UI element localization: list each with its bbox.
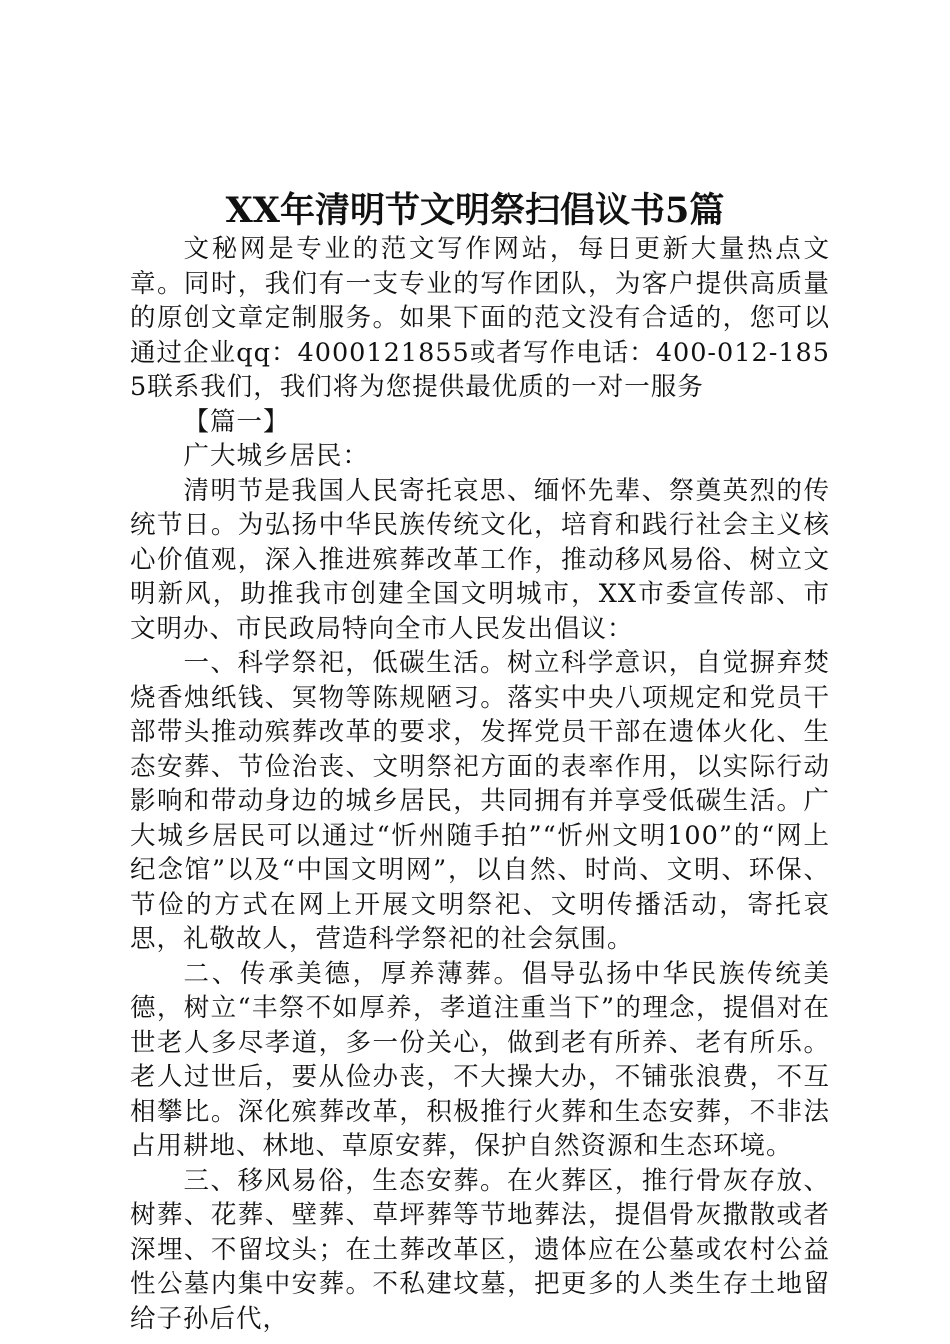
body-paragraph: 清明节是我国人民寄托哀思、缅怀先辈、祭奠英烈的传统节日。为弘扬中华民族传统文化，培育和践行社会主义核心价值观，深入推进殡葬改革工作，推动移风易俗、树立文明新风，助推我市创建全国文明城市，XX市委宣传部、市文明办、市民政局特向全市人民发出倡议：	[130, 475, 830, 644]
salutation: 广大城乡居民：	[183, 441, 370, 471]
section-heading: 【篇一】	[183, 406, 290, 437]
body-paragraph: 一、科学祭祀，低碳生活。树立科学意识，自觉摒弃焚烧香烛纸钱、冥物等陈规陋习。落实中央八项规定和党员干部带头推动殡葬改革的要求，发挥党员干部在遗体火化、生态安葬、节俭治丧、文明祭祀方面的表率作用，以实际行动影响和带动身边的城乡居民，共同拥有并享受低碳生活。广大城乡居民可以通过“忻州随手拍”“忻州文明100”的“网上纪念馆”以及“中国文明网”，以自然、时尚、文明、环保、节俭的方式在网上开展文明祭祀、文明传播活动，寄托哀思，礼敬故人，营造科学祭祀的社会氛围。	[130, 648, 830, 954]
body-paragraph: 三、移风易俗，生态安葬。在火葬区，推行骨灰存放、树葬、花葬、壁葬、草坪葬等节地葬法，提倡骨灰撒散或者深埋、不留坟头；在土葬改革区，遗体应在公墓或农村公益性公墓内集中安葬。不私建坟墓，把更多的人类生存土地留给子孙后代，	[130, 1165, 830, 1334]
document-body	[130, 232, 830, 1336]
body-paragraph: 二、传承美德，厚养薄葬。倡导弘扬中华民族传统美德，树立“丰祭不如厚养，孝道注重当下”的理念，提倡对在世老人多尽孝道，多一份关心，做到老有所养、老有所乐。老人过世后，要从俭办丧，不大操大办，不铺张浪费，不互相攀比。深化殡葬改革，积极推行火葬和生态安葬，不非法占用耕地、林地、草原安葬，保护自然资源和生态环境。	[130, 958, 830, 1161]
intro-paragraph: 文秘网是专业的范文写作网站，每日更新大量热点文章。同时，我们有一支专业的写作团队，为客户提供高质量的原创文章定制服务。如果下面的范文没有合适的，您可以通过企业qq：4000121855或者写作电话：400-012-1855联系我们，我们将为您提供最优质的一对一服务	[130, 234, 830, 402]
document-title: XX年清明节文明祭扫倡议书5篇	[225, 190, 725, 231]
